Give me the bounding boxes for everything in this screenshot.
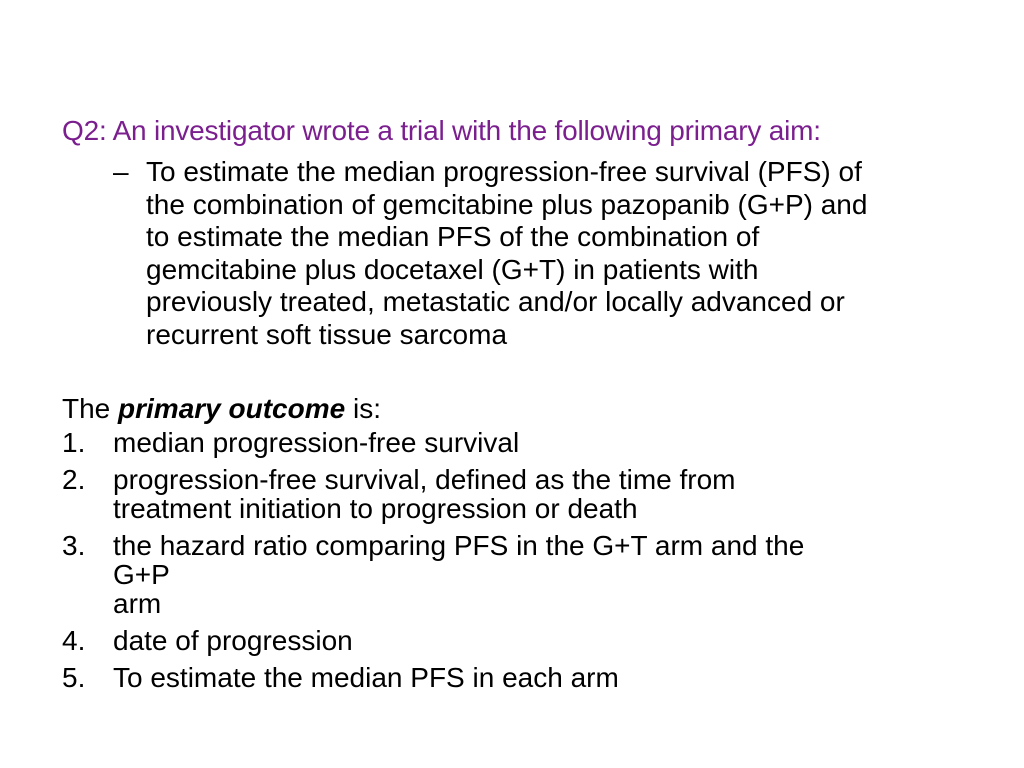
question-prompt <box>62 392 381 426</box>
option-number: 2. <box>62 464 86 495</box>
answer-option <box>62 465 982 523</box>
question-heading: Q2: An investigator wrote a trial with the following primary aim: <box>62 115 821 146</box>
option-text: median progression-free survival <box>113 427 520 458</box>
aim-text: To estimate the median progression-free survival (PFS) of the combination of gemcitabine plus pazopanib (G+P) and to estimate the median PFS of the combination of gemcitabine plus docetaxel (G+T) in patients with previously treated, metastatic and/or locally advanced or recurrent soft tissue sarcoma <box>146 156 868 350</box>
prompt-prefix: The <box>62 393 119 424</box>
option-number: 5. <box>62 662 86 693</box>
prompt-emphasis: primary outcome <box>118 393 346 424</box>
prompt-suffix: is: <box>345 393 381 424</box>
option-text: date of progression <box>113 625 353 656</box>
option-number: 1. <box>62 427 86 458</box>
answer-option <box>62 531 982 618</box>
answer-option <box>62 663 982 692</box>
option-text: the hazard ratio comparing PFS in the G+T arm and the G+P arm <box>113 530 805 619</box>
aim-bullet-item <box>113 156 993 351</box>
option-text: progression-free survival, defined as the time from treatment initiation to progression or death <box>113 464 736 524</box>
option-text: To estimate the median PFS in each arm <box>113 662 619 693</box>
answer-options-list <box>62 428 982 700</box>
answer-option <box>62 626 982 655</box>
answer-option <box>62 428 982 457</box>
option-number: 4. <box>62 625 86 656</box>
dash-bullet: – <box>113 156 129 187</box>
option-number: 3. <box>62 530 86 561</box>
